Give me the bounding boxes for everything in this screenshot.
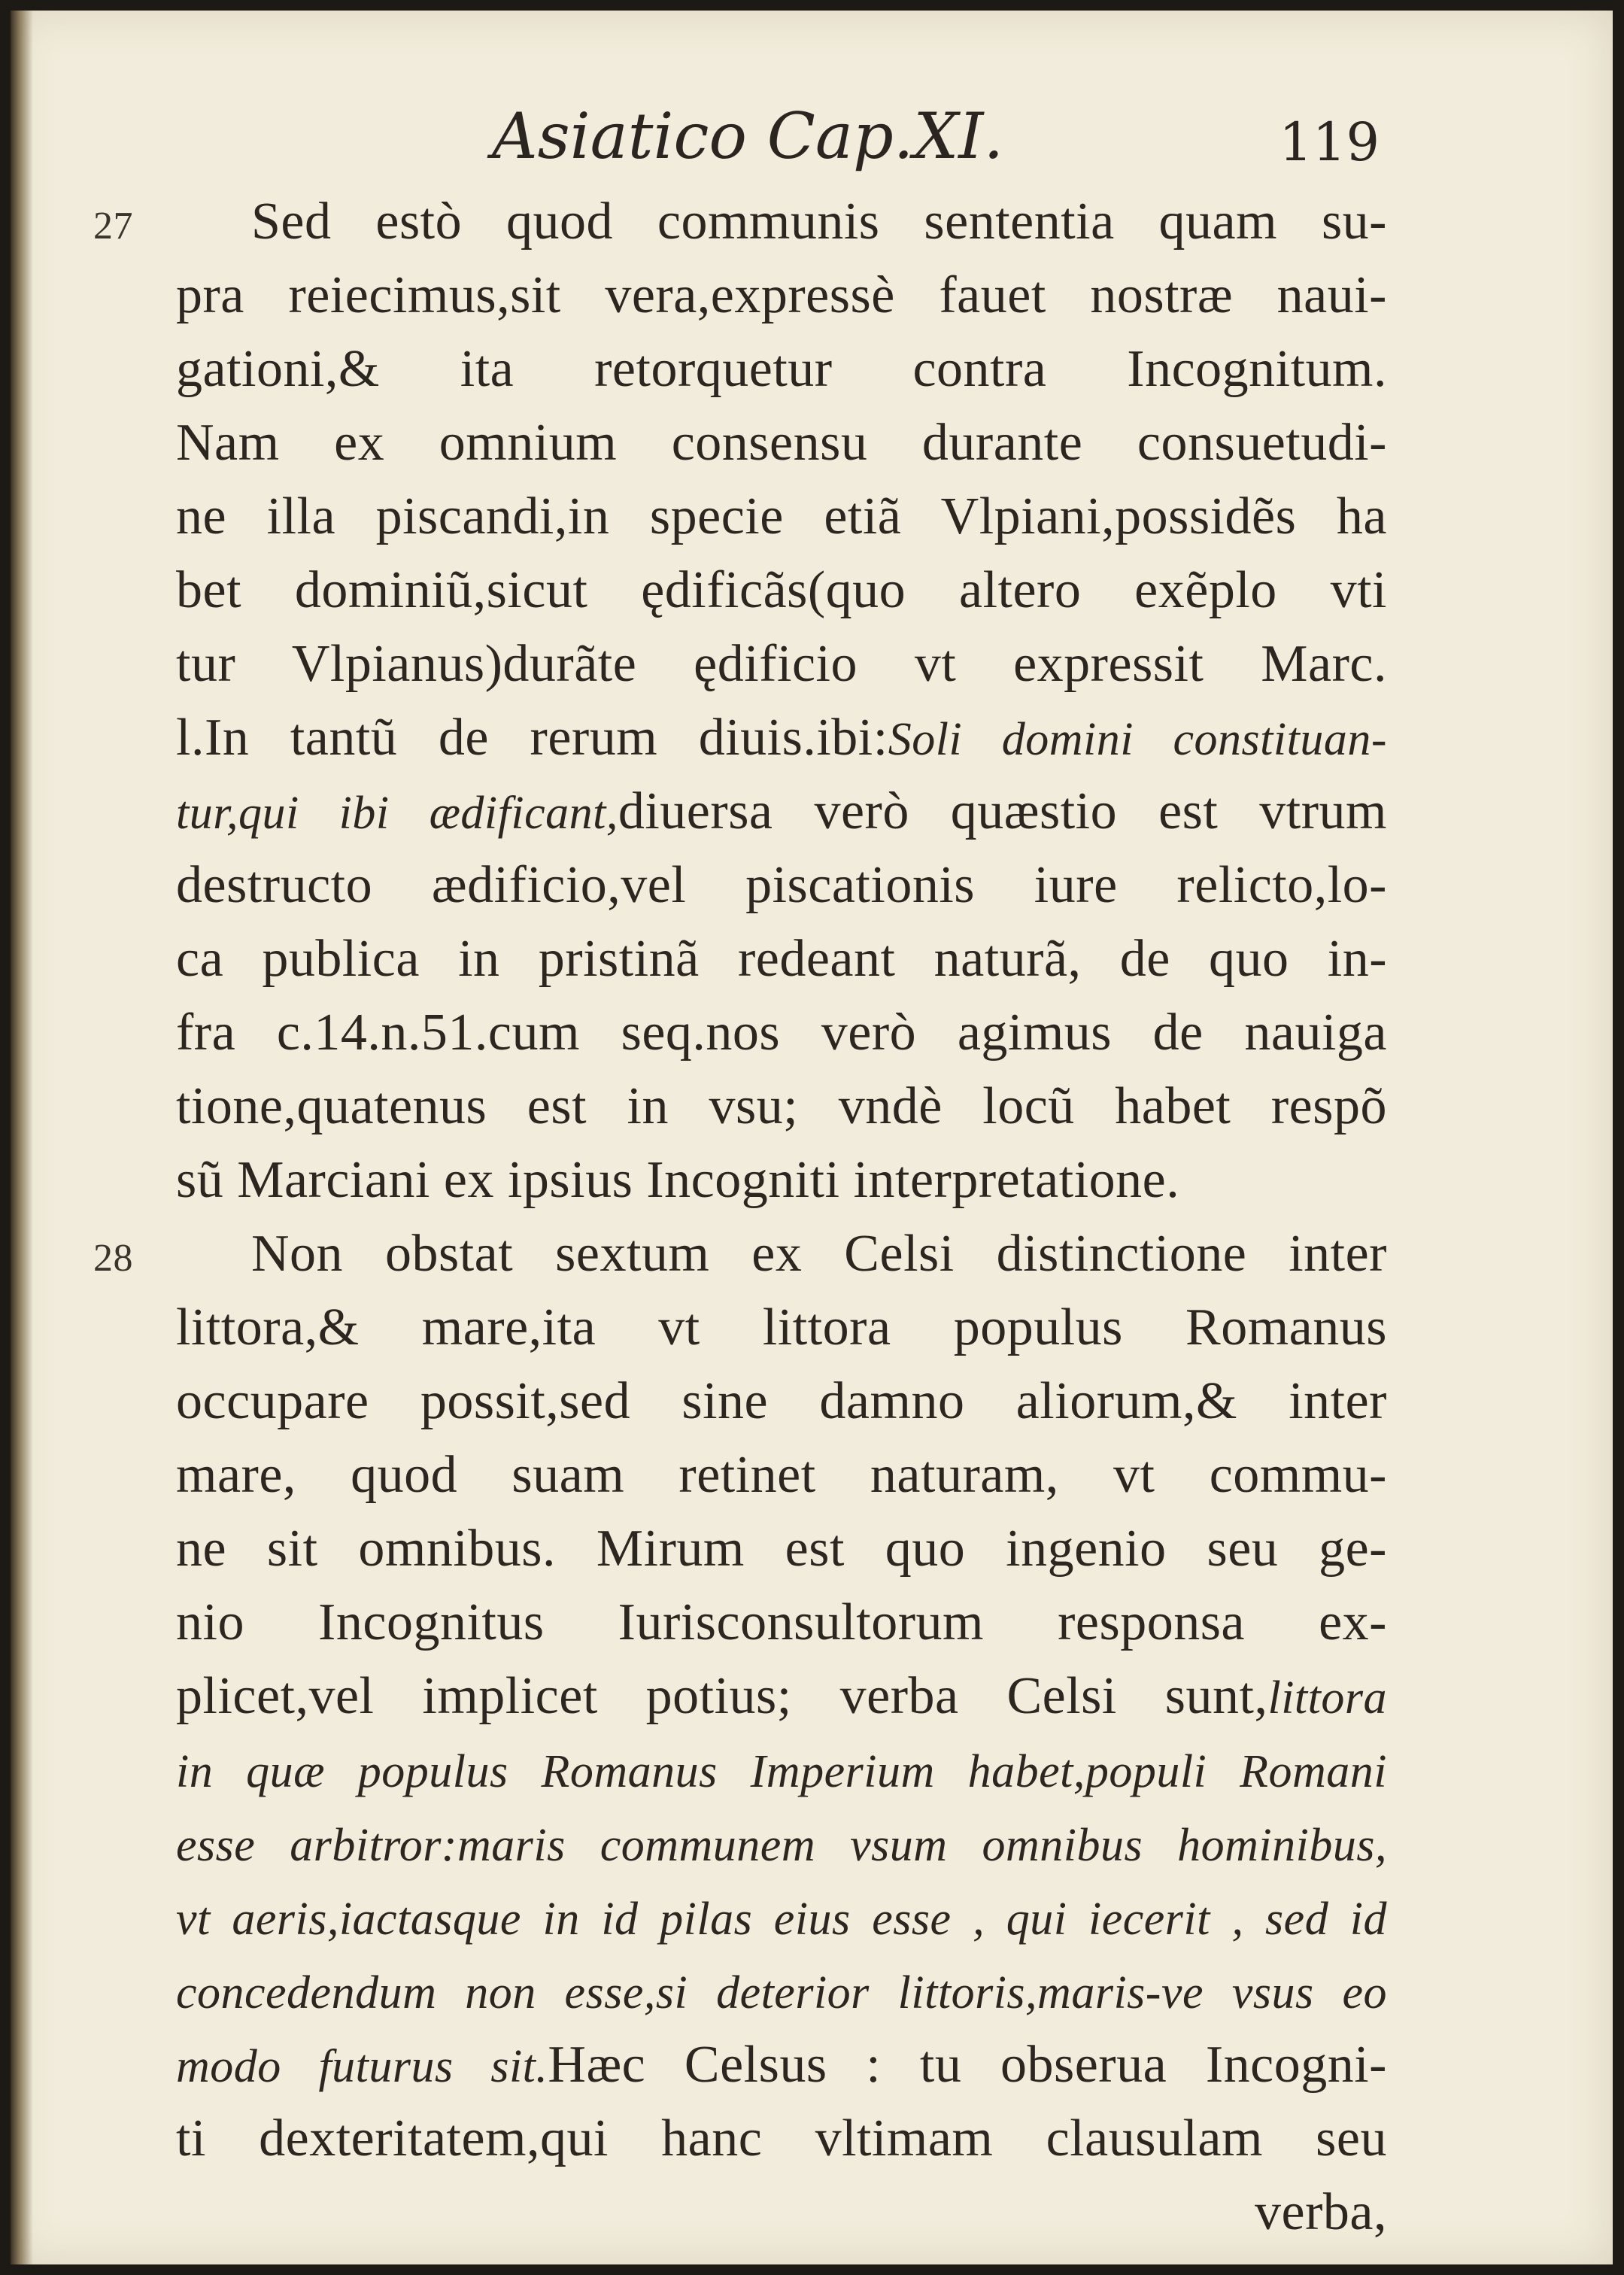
text-line — [176, 259, 1387, 333]
roman-text: bet dominiũ,sicut ędificãs(quo altero exẽplo vti — [176, 561, 1387, 619]
roman-text: pra reiecimus,sit vera,expressè fauet nostræ naui- — [176, 266, 1387, 324]
text-line — [176, 1070, 1387, 1144]
running-title: Asiatico Cap.XI. — [492, 99, 1004, 173]
text-line — [176, 2028, 1387, 2102]
italic-text: vt aeris,iactasque in id pilas eius esse , qui iecerit , sed id — [176, 1894, 1387, 1945]
text-line — [176, 849, 1387, 922]
binding-shadow — [11, 11, 33, 2264]
text-line — [176, 480, 1387, 554]
page-header — [492, 99, 1380, 182]
roman-text: l.In tantũ de rerum diuis.ibi: — [176, 709, 888, 767]
text-line — [176, 1586, 1387, 1660]
roman-text: Hæc Celsus : tu obserua Incogni- — [548, 2036, 1387, 2094]
text-line — [176, 333, 1387, 406]
text-block — [93, 185, 1388, 2249]
roman-text: littora,& mare,ita vt littora populus Romanus — [176, 1298, 1387, 1356]
text-line — [176, 1291, 1387, 1365]
book-page — [11, 11, 1613, 2264]
italic-text: modo futurus sit. — [176, 2041, 548, 2092]
roman-text: tur Vlpianus)durãte ędificio vt expressit Marc. — [176, 635, 1387, 693]
text-line — [93, 185, 1387, 259]
italic-text: in quæ populus Romanus Imperium habet,populi Romani — [176, 1746, 1387, 1797]
margin-number: 27 — [93, 205, 133, 248]
roman-text: sũ Marciani ex ipsius Incogniti interpretatione. — [176, 1151, 1180, 1209]
text-line — [176, 922, 1387, 996]
text-line — [176, 2102, 1387, 2176]
roman-text: nio Incognitus Iurisconsultorum responsa ex- — [176, 1593, 1387, 1651]
text-line — [176, 1807, 1387, 1881]
page-number: 119 — [1279, 111, 1380, 173]
text-line — [176, 2176, 1387, 2249]
text-line — [176, 775, 1387, 849]
text-line — [176, 1144, 1387, 1217]
text-line — [176, 1365, 1387, 1438]
italic-text: littora — [1267, 1672, 1387, 1724]
text-line — [176, 1881, 1387, 1955]
text-line — [176, 554, 1387, 627]
roman-text: diuersa verò quæstio est vtrum — [618, 782, 1388, 840]
text-line — [176, 406, 1387, 480]
roman-text: occupare possit,sed sine damno aliorum,& inter — [176, 1372, 1387, 1430]
text-line — [176, 1512, 1387, 1586]
text-line — [93, 1217, 1387, 1291]
roman-text: ne sit omnibus. Mirum est quo ingenio seu ge- — [176, 1520, 1387, 1578]
text-line — [176, 996, 1387, 1070]
roman-text: ca publica in pristinã redeant naturã, de quo in- — [176, 930, 1387, 988]
roman-text: destructo ædificio,vel piscationis iure relicto,lo- — [176, 856, 1387, 914]
text-line — [176, 1733, 1387, 1807]
italic-text: concedendum non esse,si deterior littoris,maris-ve vsus eo — [176, 1967, 1387, 2018]
roman-text: plicet,vel implicet potius; verba Celsi sunt, — [176, 1667, 1268, 1725]
margin-number: 28 — [93, 1237, 133, 1280]
text-line — [176, 1438, 1387, 1512]
roman-text: fra c.14.n.51.cum seq.nos verò agimus de nauiga — [176, 1004, 1387, 1062]
text-line — [176, 1660, 1387, 1733]
roman-text: mare, quod suam retinet naturam, vt commu- — [176, 1446, 1387, 1504]
italic-text: Soli domini constituan- — [888, 714, 1387, 765]
text-line — [176, 1955, 1387, 2028]
italic-text: tur,qui ibi ædificant, — [176, 788, 618, 839]
roman-text: tione,quatenus est in vsu; vndè locũ habet respõ — [176, 1077, 1387, 1135]
roman-text: ne illa piscandi,in specie etiã Vlpiani,possidẽs ha — [176, 487, 1387, 545]
roman-text: gationi,& ita retorquetur contra Incognitum. — [176, 340, 1387, 398]
roman-text: Non obstat sextum ex Celsi distinctione inter — [251, 1225, 1387, 1283]
text-line — [176, 627, 1387, 701]
italic-text: esse arbitror:maris communem vsum omnibus hominibus, — [176, 1820, 1387, 1871]
roman-text: Sed estò quod communis sententia quam su- — [251, 193, 1387, 251]
text-line — [176, 701, 1387, 775]
roman-text: Nam ex omnium consensu durante consuetudi- — [176, 414, 1387, 472]
roman-text: verba, — [1255, 2183, 1387, 2241]
roman-text: ti dexteritatem,qui hanc vltimam clausulam seu — [176, 2109, 1387, 2167]
